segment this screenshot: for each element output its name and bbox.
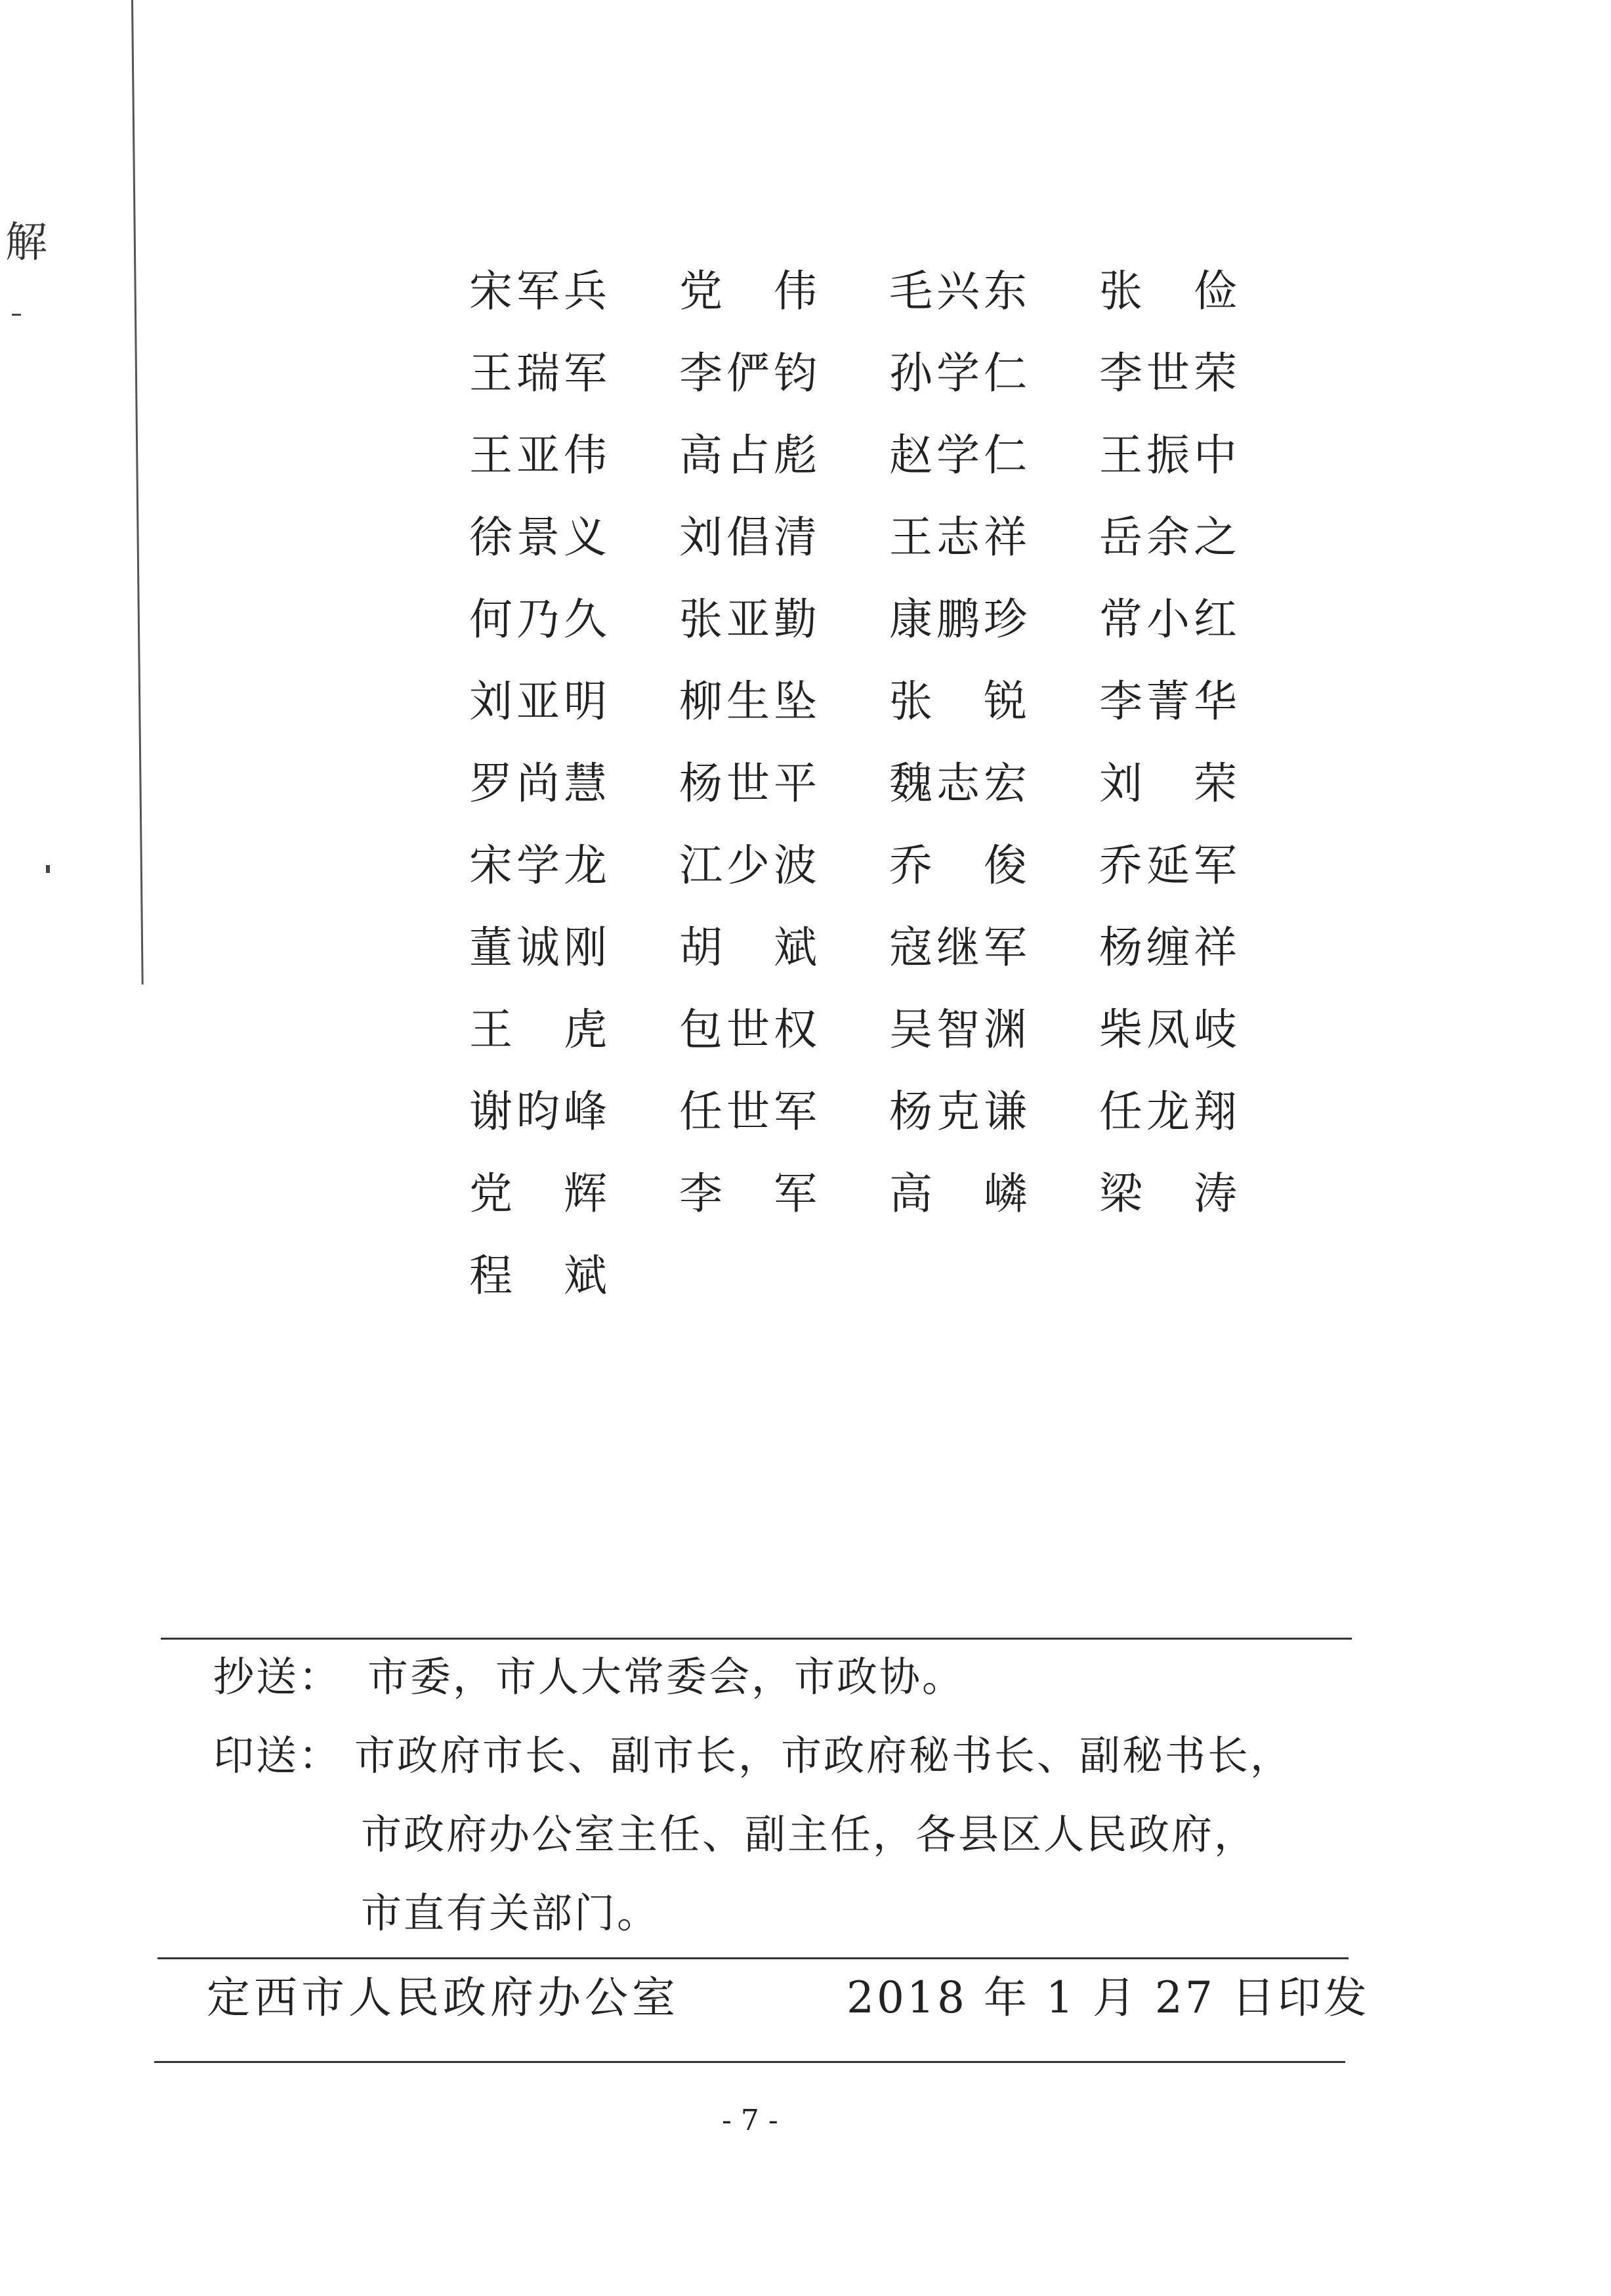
name-cell: [889, 738, 1099, 820]
distribution-text-2: 市政府办公室主任、副主任，各县区人民政府，: [361, 1810, 1257, 1858]
person-name: 岳余之: [1099, 512, 1241, 563]
name-cell: [679, 820, 889, 903]
name-cell: [679, 574, 889, 656]
margin-tick-top: [12, 314, 21, 316]
name-cell: [469, 903, 679, 985]
name-cell: [679, 492, 889, 574]
name-cell: [679, 410, 889, 492]
name-cell: [1099, 985, 1309, 1067]
name-cell: [1099, 574, 1309, 656]
name-cell: [1099, 1067, 1309, 1149]
person-name: 杨世平: [679, 758, 821, 809]
name-cell: [1099, 738, 1309, 820]
name-cell: [889, 328, 1099, 410]
person-name: 杨缠祥: [1099, 922, 1241, 973]
cc-text: 市委，市人大常委会，市政协。: [367, 1653, 965, 1701]
person-name: 党 伟: [679, 266, 821, 316]
person-name: 李俨钧: [679, 348, 821, 398]
person-name: 刘亚明: [469, 676, 611, 727]
person-name: 常小红: [1099, 594, 1241, 645]
name-cell: [679, 903, 889, 985]
top-divider: [161, 1638, 1352, 1640]
person-name: 宋学龙: [469, 840, 611, 891]
cc-label: 抄送：: [213, 1653, 342, 1701]
distribution-label: 印送：: [213, 1732, 342, 1779]
person-name: 罗尚慧: [469, 758, 611, 809]
person-name: 李 军: [679, 1168, 821, 1219]
name-cell: [1099, 328, 1309, 410]
person-name: 毛兴东: [889, 266, 1031, 316]
name-cell: [679, 1149, 889, 1231]
name-cell: [889, 985, 1099, 1067]
person-name: 王 虎: [469, 1004, 611, 1055]
name-cell: [679, 985, 889, 1067]
person-name: 王志祥: [889, 512, 1031, 563]
person-name: 张 俭: [1099, 266, 1241, 316]
name-cell: [889, 903, 1099, 985]
name-cell: [679, 328, 889, 410]
name-cell: [469, 1067, 679, 1149]
person-name: 乔 俊: [889, 840, 1031, 891]
person-name: 孙学仁: [889, 348, 1031, 398]
person-name: 胡 斌: [679, 922, 821, 973]
issuer-name: 定西市人民政府办公室: [207, 1972, 679, 2023]
name-cell: [1099, 656, 1309, 738]
person-name: 柴凤岐: [1099, 1004, 1241, 1055]
name-cell: [889, 656, 1099, 738]
person-name: 程 斌: [469, 1250, 611, 1301]
scan-edge-line: [131, 0, 144, 985]
name-cell: [469, 246, 679, 328]
cc-line: [213, 1644, 965, 1703]
name-cell: [469, 820, 679, 903]
name-cell: [679, 738, 889, 820]
person-name: 寇继军: [889, 922, 1031, 973]
distribution-line-2: [361, 1802, 1257, 1860]
distribution-line-3: [361, 1881, 659, 1939]
person-name: 康鹏珍: [889, 594, 1031, 645]
person-name: 柳生坠: [679, 676, 821, 727]
person-name: 王瑞军: [469, 348, 611, 398]
name-cell: [469, 738, 679, 820]
margin-tick-mid: [46, 865, 50, 873]
person-name: 宋军兵: [469, 266, 611, 316]
person-name: 谢昀峰: [469, 1086, 611, 1137]
page-number: - 7 -: [722, 2104, 778, 2137]
name-cell: [469, 410, 679, 492]
name-cell: [889, 574, 1099, 656]
name-cell: [469, 985, 679, 1067]
name-cell: [1099, 903, 1309, 985]
name-cell: [679, 656, 889, 738]
issue-date: 2018 年 1 月 27 日印发: [847, 1972, 1370, 2023]
name-cell: [889, 1231, 1099, 1313]
name-cell: [889, 410, 1099, 492]
person-name: 包世权: [679, 1004, 821, 1055]
person-name: 高占彪: [679, 430, 821, 480]
name-cell: [1099, 1149, 1309, 1231]
distribution-text-3: 市直有关部门。: [361, 1889, 660, 1937]
person-name: 任世军: [679, 1086, 821, 1137]
name-cell: [469, 492, 679, 574]
person-name: 何乃久: [469, 594, 611, 645]
person-name: 董诚刚: [469, 922, 611, 973]
name-cell: [679, 1067, 889, 1149]
name-cell: [469, 574, 679, 656]
margin-note: 解: [5, 219, 47, 267]
person-name: 吴智渊: [889, 1004, 1031, 1055]
person-name: 党 辉: [469, 1168, 611, 1219]
person-name: 李菁华: [1099, 676, 1241, 727]
name-cell: [679, 1231, 889, 1313]
person-name: 张亚勤: [679, 594, 821, 645]
name-cell: [889, 820, 1099, 903]
name-cell: [679, 246, 889, 328]
person-name: 刘倡清: [679, 512, 821, 563]
person-name: 王亚伟: [469, 430, 611, 480]
name-cell: [1099, 820, 1309, 903]
person-name: 刘 荣: [1099, 758, 1241, 809]
person-name: 李世荣: [1099, 348, 1241, 398]
person-name: 魏志宏: [889, 758, 1031, 809]
person-name: 徐景义: [469, 512, 611, 563]
name-cell: [469, 1149, 679, 1231]
name-cell: [469, 328, 679, 410]
middle-divider: [157, 1957, 1349, 1959]
person-name: 杨克谦: [889, 1086, 1031, 1137]
person-name: 江少波: [679, 840, 821, 891]
name-cell: [1099, 492, 1309, 574]
distribution-text-1: 市政府市长、副市长，市政府秘书长、副秘书长，: [354, 1732, 1293, 1779]
name-cell: [889, 492, 1099, 574]
distribution-line-1: [213, 1723, 1293, 1781]
person-name: 乔延军: [1099, 840, 1241, 891]
person-name: 王振中: [1099, 430, 1241, 480]
name-cell: [889, 1149, 1099, 1231]
person-name: 张 锐: [889, 676, 1031, 727]
name-cell: [1099, 246, 1309, 328]
name-cell: [889, 246, 1099, 328]
name-cell: [469, 656, 679, 738]
name-cell: [1099, 1231, 1309, 1313]
name-cell: [889, 1067, 1099, 1149]
person-name: 梁 涛: [1099, 1168, 1241, 1219]
bottom-divider: [154, 2061, 1345, 2063]
person-name: 任龙翔: [1099, 1086, 1241, 1137]
name-cell: [1099, 410, 1309, 492]
name-cell: [469, 1231, 679, 1313]
person-name: 高 嶙: [889, 1168, 1031, 1219]
person-name: 赵学仁: [889, 430, 1031, 480]
name-list: [469, 246, 1309, 1313]
